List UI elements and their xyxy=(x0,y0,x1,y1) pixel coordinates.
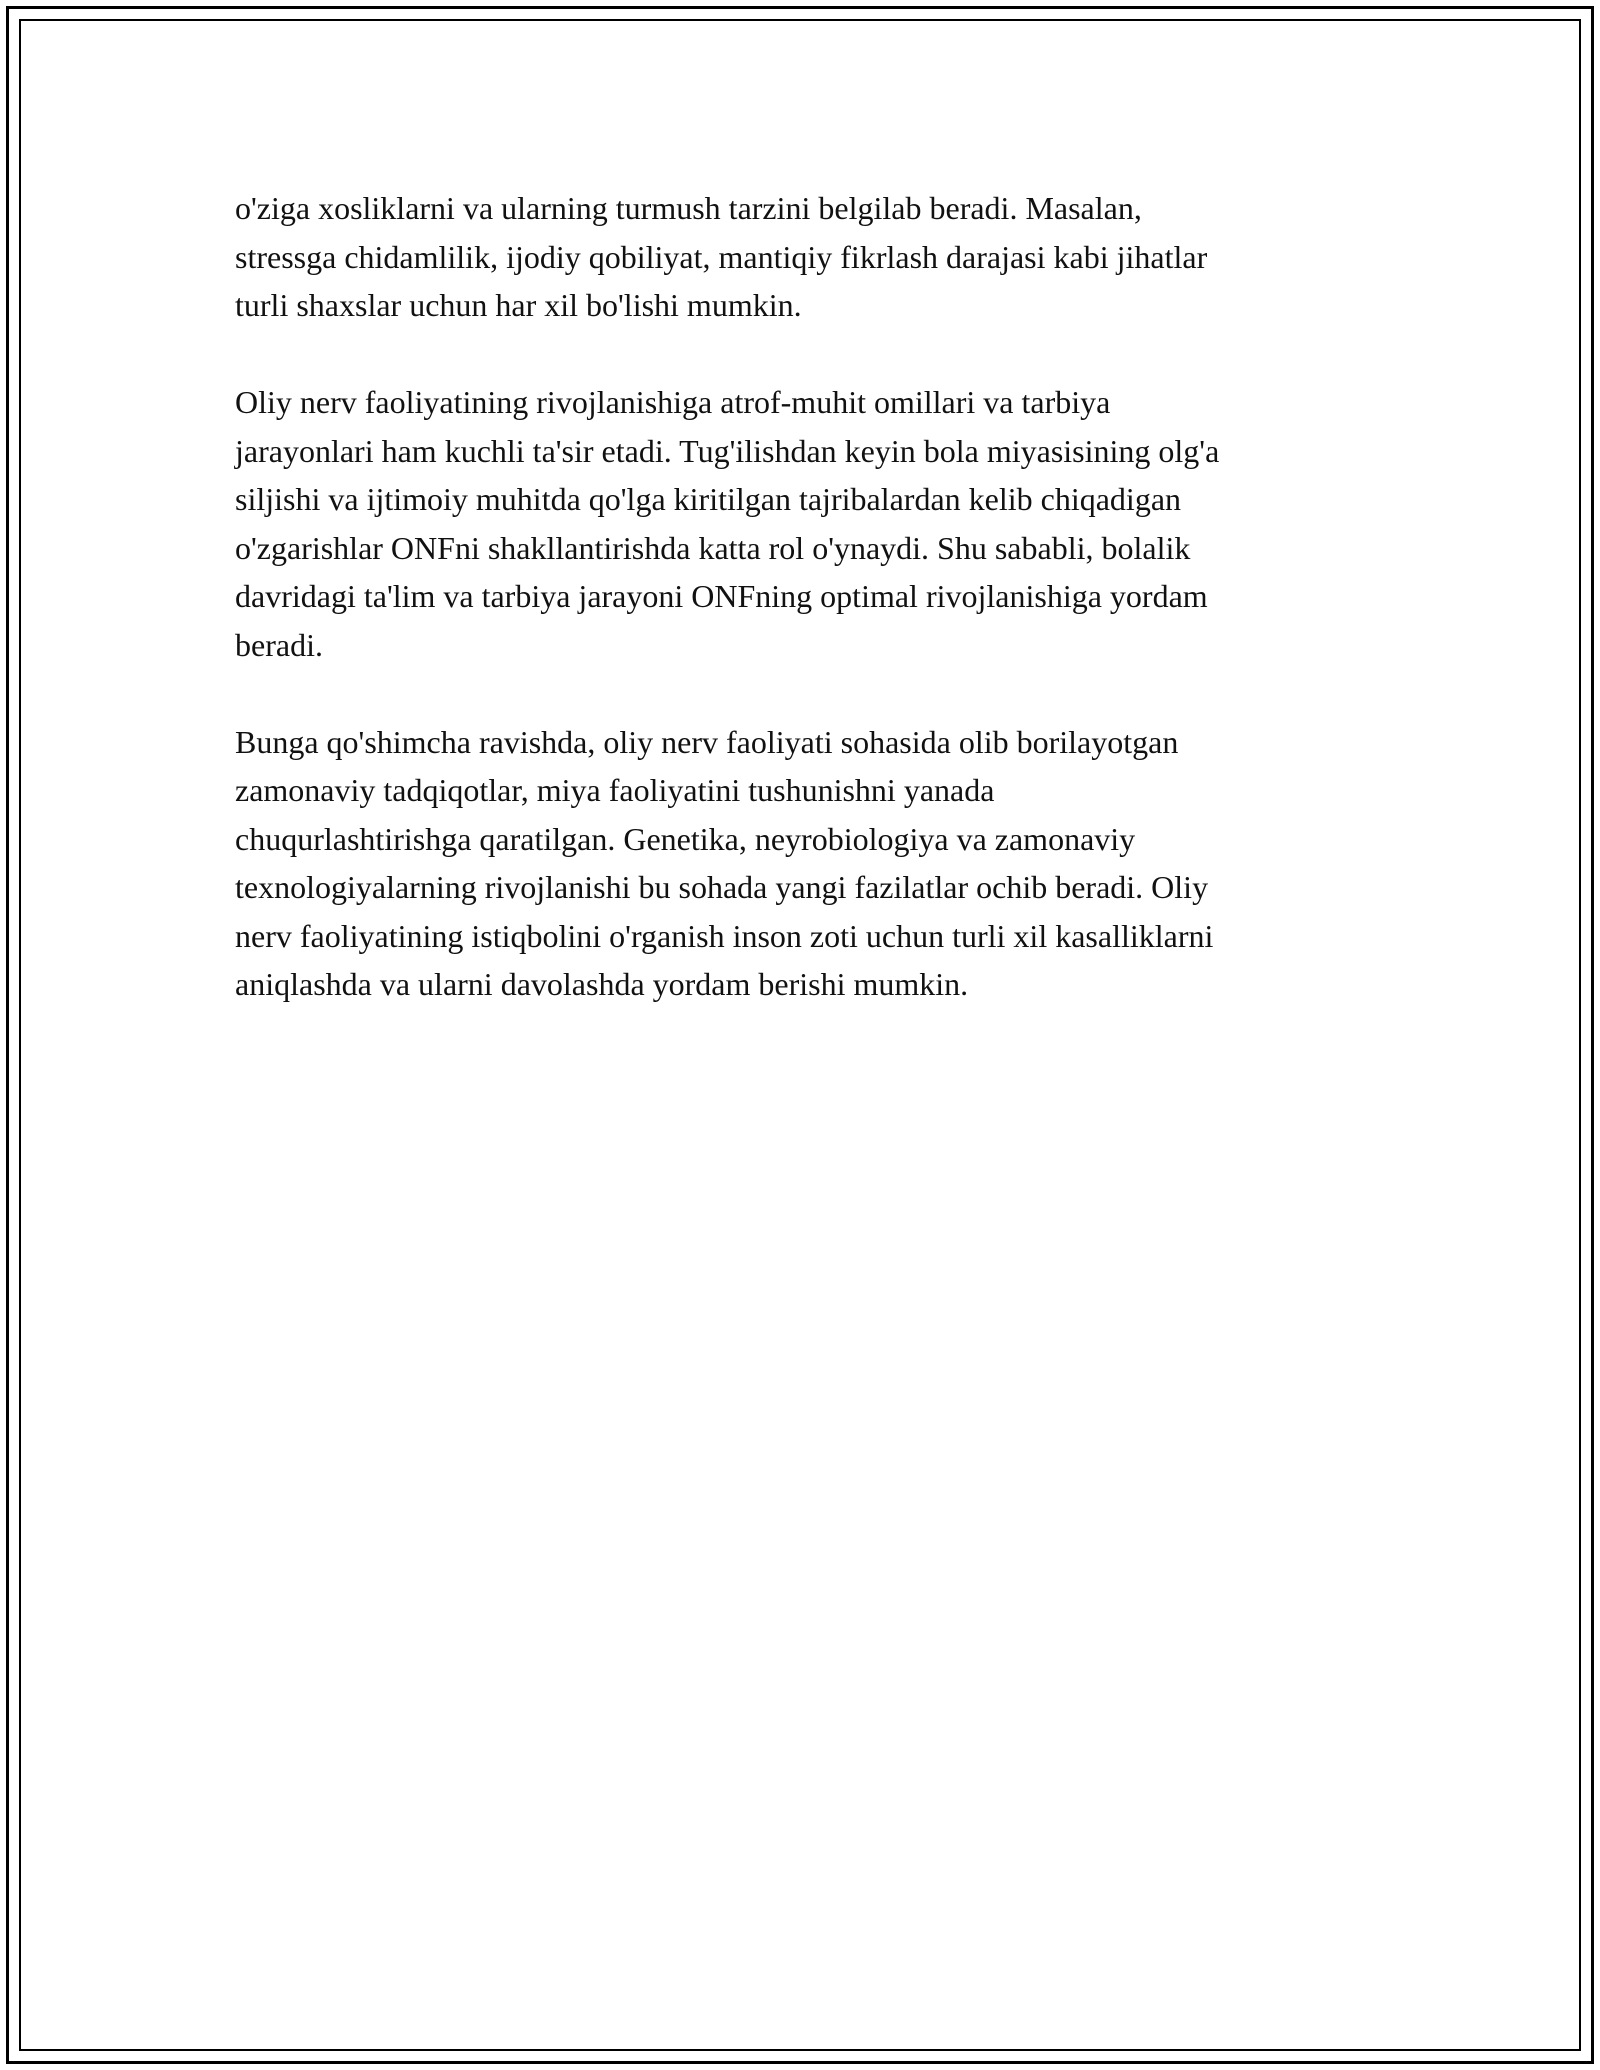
paragraph-2 xyxy=(235,378,1395,669)
text-line: zamonaviy tadqiqotlar, miya faoliyatini tushunishni yanada xyxy=(235,772,995,808)
text-line: stressga chidamlilik, ijodiy qobiliyat, mantiqiy fikrlash darajasi kabi jihatlar xyxy=(235,238,1208,275)
text-line: Oliy nerv faoliyatining rivojlanishiga atrof-muhit omillari va tarbiya xyxy=(235,384,1111,420)
text-line: o'ziga xosliklarni va ularning turmush tarzini belgilab beradi. Masalan, xyxy=(235,190,1142,226)
text-line: jarayonlari ham kuchli ta'sir etadi. Tug'ilishdan keyin bola miyasisining olg'a xyxy=(235,432,1220,469)
text-line: chuqurlashtirishga qaratilgan. Genetika, neyrobiologiya va zamonaviy xyxy=(235,820,1136,857)
text-line: davridagi ta'lim va tarbiya jarayoni ONFning optimal rivojlanishiga yordam xyxy=(235,578,1208,614)
text-line: o'zgarishlar ONFni shakllantirishda katta rol o'ynaydi. Shu sababli, bolalik xyxy=(235,529,1191,566)
text-line: Bunga qo'shimcha ravishda, oliy nerv faoliyati sohasida olib borilayotgan xyxy=(235,723,1179,760)
paragraph-3 xyxy=(235,718,1395,1009)
text-line: turli shaxslar uchun har xil bo'lishi mumkin. xyxy=(235,287,802,323)
document-body xyxy=(235,184,1395,1057)
paragraph-1 xyxy=(235,184,1395,330)
text-line: siljishi va ijtimoiy muhitda qo'lga kiritilgan tajribalardan kelib chiqadigan xyxy=(235,481,1182,517)
text-line: nerv faoliyatining istiqbolini o'rganish inson zoti uchun turli xil kasalliklarni xyxy=(235,917,1214,954)
text-line: beradi. xyxy=(235,626,323,663)
text-line: aniqlashda va ularni davolashda yordam berishi mumkin. xyxy=(235,966,969,1002)
text-line: texnologiyalarning rivojlanishi bu sohada yangi fazilatlar ochib beradi. Oliy xyxy=(235,869,1209,905)
